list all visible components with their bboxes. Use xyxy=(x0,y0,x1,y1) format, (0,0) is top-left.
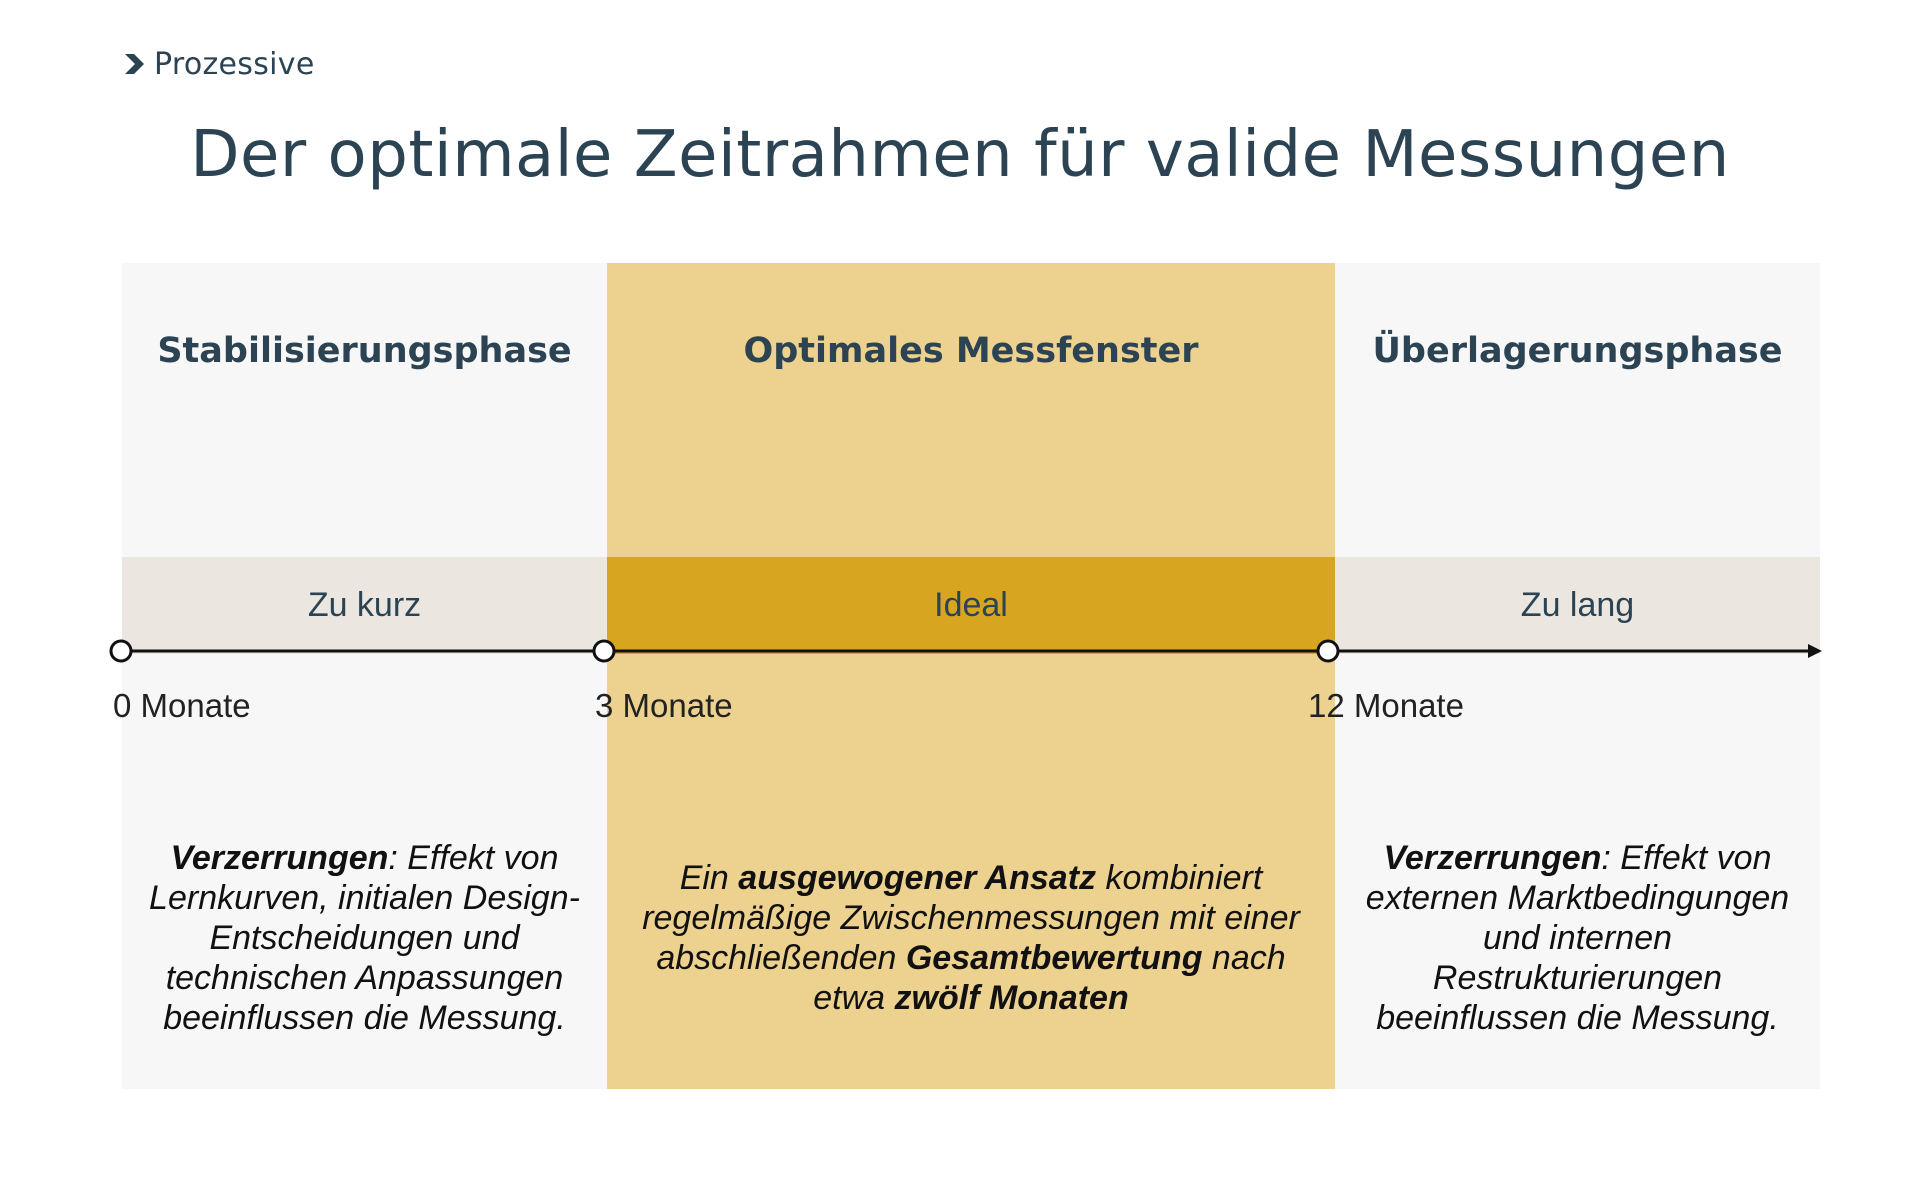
desc-bold: Verzerrungen xyxy=(1383,839,1602,877)
phase-title: Stabilisierungsphase xyxy=(157,331,572,371)
desc-text: : Effekt von Lernkurven, initialen Design-Entscheidungen und technischen Anpassungen beeinflussen die Messung. xyxy=(149,839,580,1037)
arrow-head-icon xyxy=(1808,644,1822,658)
timeline-tick-label: 12 Monate xyxy=(1308,687,1464,724)
desc-bold: Verzerrungen xyxy=(170,839,389,877)
timeline-tick-label: 0 Monate xyxy=(113,687,251,724)
desc-text: Ein xyxy=(679,859,739,897)
logo-text: Prozessive xyxy=(154,46,315,82)
desc-text: nach etwa xyxy=(813,939,1286,1017)
desc-text: : Effekt von externen Marktbedingungen und internen Restrukturierungen beeinflussen die Messung. xyxy=(1365,839,1790,1037)
phase-band-label: Zu kurz xyxy=(122,557,607,654)
phase-band-label: Zu lang xyxy=(1335,557,1820,654)
desc-bold: ausgewogener Ansatz xyxy=(738,859,1097,897)
timeline-marker xyxy=(1318,641,1338,661)
phase-title: Überlagerungsphase xyxy=(1372,331,1783,371)
page-title: Der optimale Zeitrahmen für valide Messungen xyxy=(190,118,1730,192)
timeline-marker xyxy=(594,641,614,661)
desc-bold: zwölf Monaten xyxy=(894,979,1129,1017)
phase-title: Optimales Messfenster xyxy=(743,331,1199,371)
desc-bold: Gesamtbewertung xyxy=(905,939,1203,977)
timeline-tick-label: 3 Monate xyxy=(595,687,733,724)
timeline-marker xyxy=(111,641,131,661)
phase-band-label: Ideal xyxy=(607,557,1335,654)
desc-text: kombiniert regelmäßige Zwischenmessungen mit einer abschließenden xyxy=(642,859,1300,977)
